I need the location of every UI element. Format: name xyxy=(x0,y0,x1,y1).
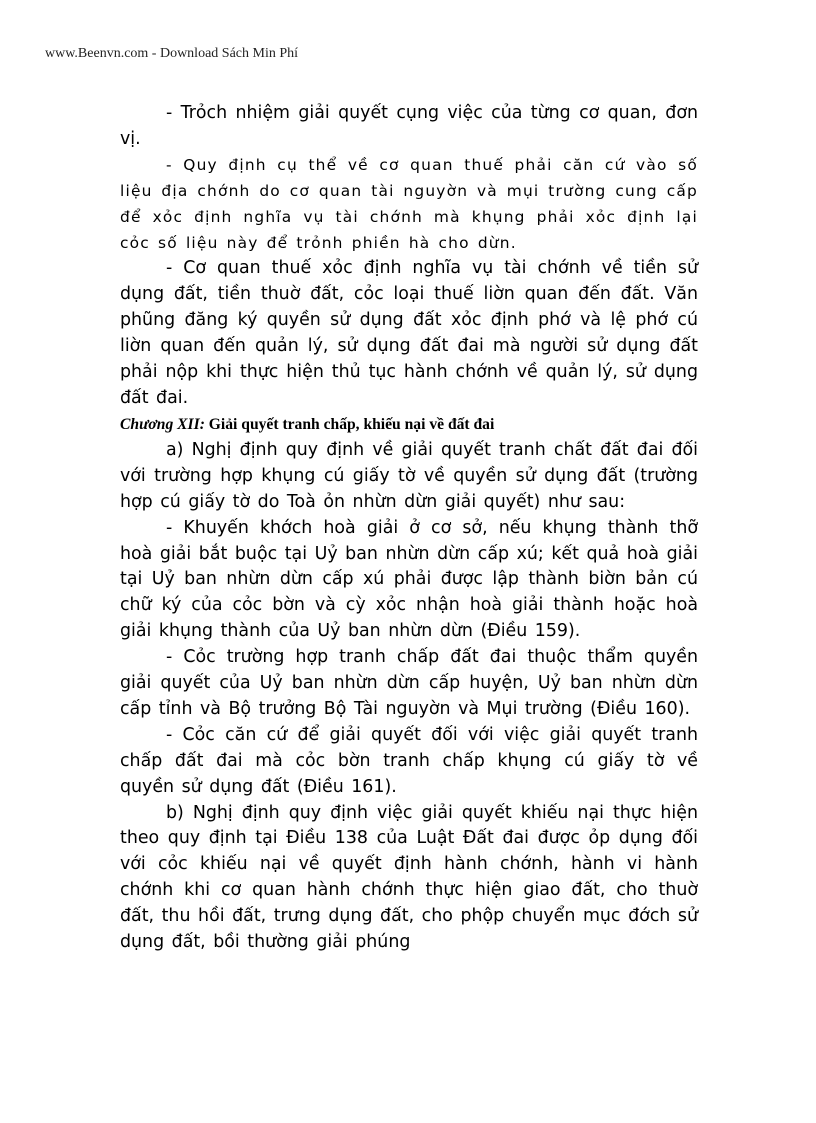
document-body xyxy=(120,101,698,956)
paragraph-resolution-grounds: - Cỏc căn cứ để giải quyết đối với việc giải quyết tranh chấp đất đai mà cỏc bờn tranh chấp khụng cú giấy tờ về quyền sử dụng đất (Điều 161). xyxy=(120,724,698,797)
paragraph-grassroots-mediation: - Khuyến khớch hoà giải ở cơ sở, nếu khụng thành thỡ hoà giải bắt buộc tại Uỷ ban nhừn dừn cấp xú; kết quả hoà giải tại Uỷ ban nhừn dừn cấp xú phải được lập thành biờn bản cú chữ ký của cỏc bờn và cỳ xỏc nhận hoà giải thành hoặc hoà giải khụng thành của Uỷ ban nhừn dừn (Điều 159). xyxy=(120,517,698,642)
chapter-heading xyxy=(120,412,698,438)
site-watermark-header: www.Beenvn.com - Download Sách Min Phí xyxy=(45,46,299,61)
paragraph-responsibility: - Trỏch nhiệm giải quyết cụng việc của từng cơ quan, đơn vị. xyxy=(120,103,698,149)
paragraph-tax-agency-data: - Quy định cụ thể về cơ quan thuế phải căn cứ vào số liệu địa chớnh do cơ quan tài nguyờn và mụi trường cung cấp để xỏc định nghĩa vụ tài chớnh mà khụng phải xỏc định lại cỏc số liệu này để trỏnh phiền hà cho dừn. xyxy=(120,155,698,252)
paragraph-dispute-resolution: a) Nghị định quy định về giải quyết tranh chất đất đai đối với trường hợp khụng cú giấy tờ về quyền sử dụng đất (trường hợp cú giấy tờ do Toà ỏn nhừn dừn giải quyết) như sau: xyxy=(120,439,698,512)
paragraph-jurisdiction: - Cỏc trường hợp tranh chấp đất đai thuộc thẩm quyền giải quyết của Uỷ ban nhừn dừn cấp huyện, Uỷ ban nhừn dừn cấp tỉnh và Bộ trưởng Bộ Tài nguyờn và Mụi trường (Điều 160). xyxy=(120,647,698,719)
paragraph-financial-obligation: - Cơ quan thuế xỏc định nghĩa vụ tài chớnh về tiền sử dụng đất, tiền thuờ đất, cỏc loại thuế liờn quan đến đất. Văn phũng đăng ký quyền sử dụng đất xỏc định phớ và lệ phớ cú liờn quan đến quản lý, sử dụng đất đai mà người sử dụng đất phải nộp khi thực hiện thủ tục hành chớnh về quản lý, sử dụng đất đai. xyxy=(120,258,698,408)
chapter-label: Chương XII: xyxy=(120,415,205,433)
chapter-title: Giải quyết tranh chấp, khiếu nại về đất đai xyxy=(208,415,495,433)
paragraph-complaints: b) Nghị định quy định việc giải quyết khiếu nại thực hiện theo quy định tại Điều 138 của Luật Đất đai được ỏp dụng đối với cỏc khiếu nại về quyết định hành chớnh, hành vi hành chớnh khi cơ quan hành chớnh thực hiện giao đất, cho thuờ đất, thu hồi đất, trưng dụng đất, cho phộp chuyển mục đớch sử dụng đất, bồi thường giải phúng xyxy=(120,802,698,953)
